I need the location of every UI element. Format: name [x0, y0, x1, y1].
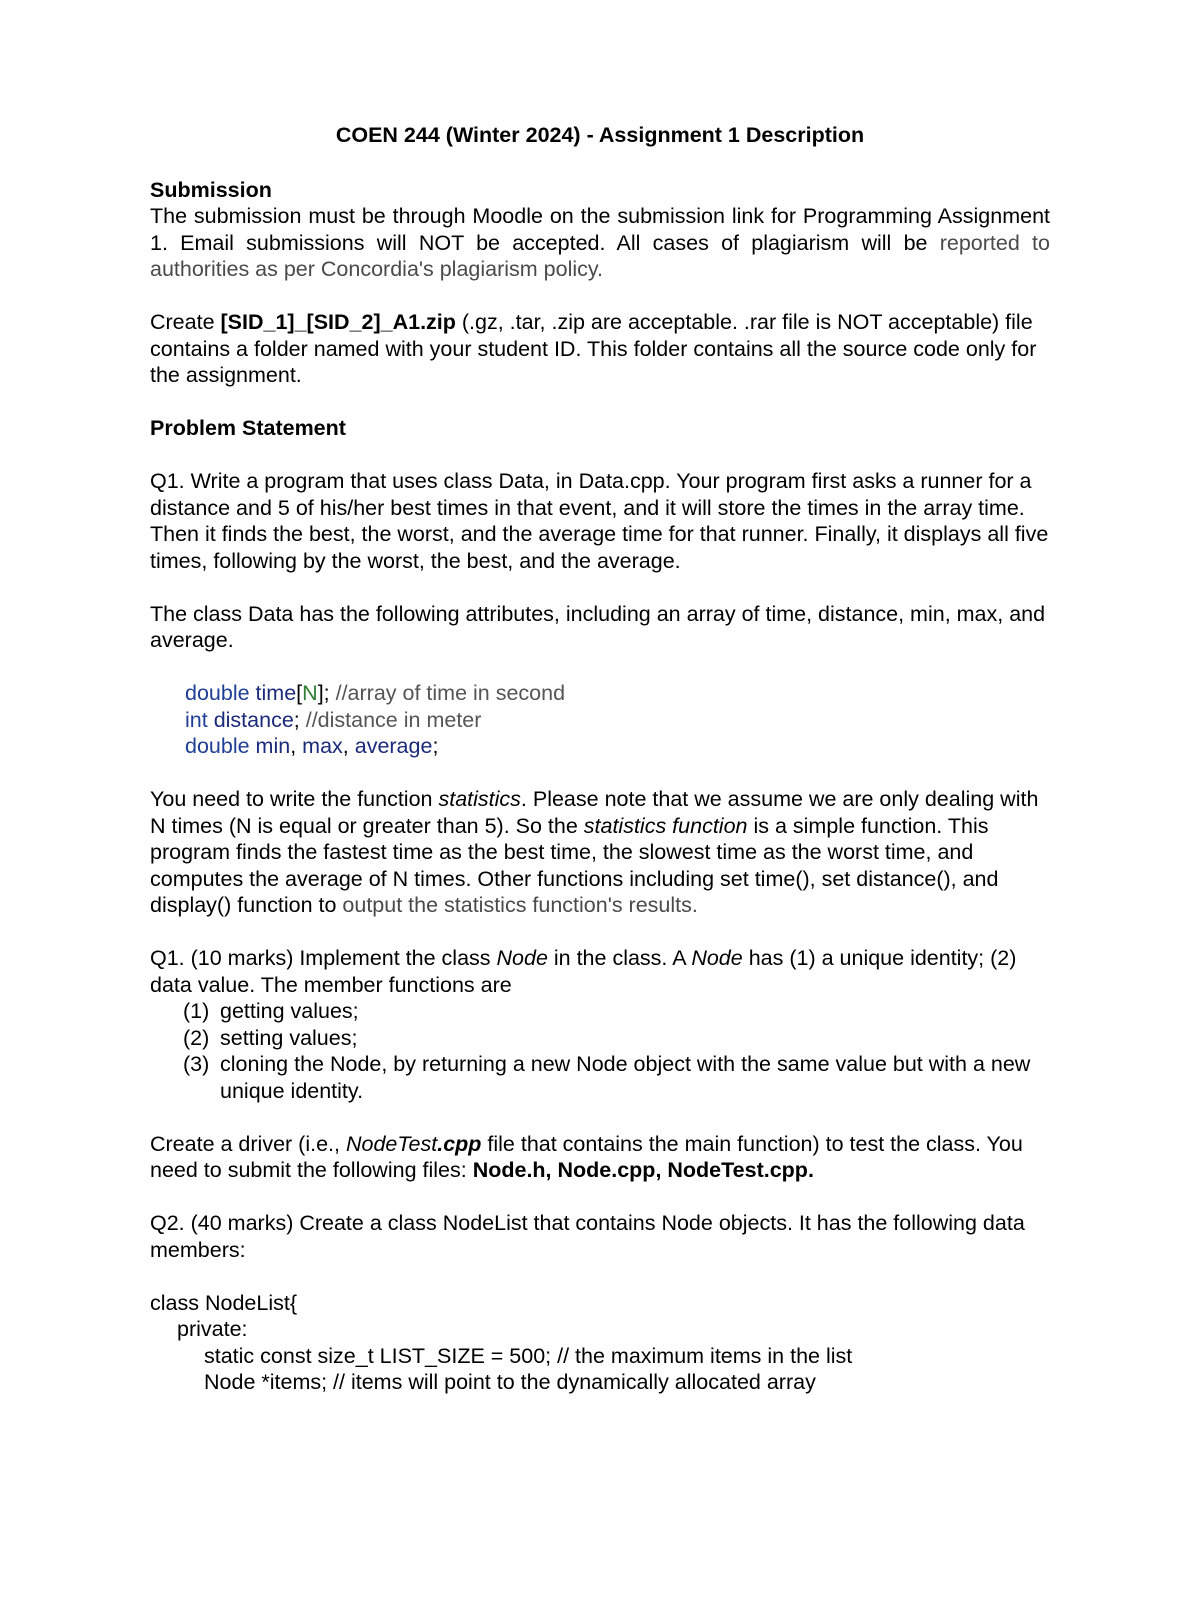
spacer	[150, 760, 1050, 787]
code-keyword: double	[185, 681, 250, 705]
text-run: You need to write the function	[150, 787, 439, 811]
list-text: getting values;	[220, 999, 359, 1023]
submission-heading: Submission	[150, 177, 272, 202]
code-punct: ;	[293, 707, 300, 732]
q1-data-paragraph: Q1. Write a program that uses class Data, in Data.cpp. Your program first asks a runner for a distance and 5 of his/her best times in that event, and it will store the times in the array time. Then it finds the best, the worst, and the average time for that runner. Finally, it displays all five times, following by the worst, the best, and the average.	[150, 469, 1049, 573]
document-title: COEN 244 (Winter 2024) - Assignment 1 Description	[335, 123, 865, 147]
problem-heading: Problem Statement	[150, 416, 346, 440]
driver-filename: NodeTest	[345, 1131, 438, 1156]
code-punct: ,	[342, 734, 355, 758]
submit-files: Node.h, Node.cpp, NodeTest.cpp.	[472, 1158, 814, 1182]
code-constant: N	[302, 681, 318, 705]
attributes-paragraph: The class Data has the following attributes, including an array of time, distance, min, max, and average.	[150, 601, 1046, 652]
code-identifier: distance	[207, 707, 294, 732]
code-identifier: min	[249, 734, 291, 758]
create-prefix: Create	[150, 310, 221, 334]
code-comment: //distance in meter	[299, 707, 482, 732]
list-number: (2)	[183, 1025, 210, 1050]
create-paragraph	[150, 309, 1050, 389]
spacer	[150, 919, 1050, 946]
zip-filename: [SID_1]_[SID_2]_A1.zip	[220, 310, 456, 334]
list-item	[183, 1051, 1050, 1104]
code-keyword: int	[185, 707, 208, 732]
list-number: (1)	[183, 999, 210, 1023]
spacer	[150, 442, 1050, 469]
code-comment: //array of time in second	[329, 681, 566, 705]
node-term: Node	[496, 946, 548, 970]
list-item	[183, 998, 1050, 1025]
list-number: (3)	[183, 1052, 210, 1076]
code-private-line: private:	[177, 1317, 248, 1341]
node-term: Node	[691, 946, 743, 970]
statistics-term: statistics	[438, 787, 521, 811]
code-class-line: class NodeList{	[150, 1290, 297, 1315]
code-items-line: Node *items; // items will point to the dynamically allocated array	[204, 1370, 816, 1394]
spacer	[150, 1263, 1050, 1290]
text-run: Q1. (10 marks) Implement the class	[150, 946, 497, 970]
text-run: has (1) a unique identity; (2) data value. The member functions are	[150, 946, 1017, 997]
spacer	[150, 389, 1050, 416]
text-run: in the class. A	[547, 946, 692, 970]
code-list-size-line: static const size_t LIST_SIZE = 500; // the maximum items in the list	[204, 1343, 853, 1368]
submission-paragraph	[150, 203, 1050, 283]
text-run: . Please note that we assume we are only dealing with N times (N is equal or greater than 5). So the	[150, 787, 1039, 838]
list-text: cloning the Node, by returning a new Node object with the same value but with a new unique identity.	[220, 1052, 1031, 1103]
driver-paragraph	[150, 1131, 1050, 1184]
spacer	[150, 1104, 1050, 1131]
spacer	[150, 654, 1050, 681]
code-identifier: max	[302, 734, 343, 758]
code-identifier: average	[354, 734, 433, 758]
member-functions-list	[150, 998, 1050, 1104]
driver-extension: .cpp	[437, 1131, 482, 1156]
code-line-minmax	[185, 733, 1050, 760]
statistics-function-term: statistics function	[583, 813, 748, 838]
text-run: is a simple function. This program finds the fastest time as the best time, the slowest time as the worst time, and computes the average of N times. Other functions including set time(), set distance(), and display() function to	[150, 813, 999, 917]
submission-policy-text: reported to authorities as per Concordia's plagiarism policy.	[150, 230, 1050, 281]
statistics-paragraph	[150, 786, 1050, 919]
text-run: Create a driver (i.e.,	[150, 1131, 346, 1156]
node-question-paragraph	[150, 945, 1050, 998]
create-rest: (.gz, .tar, .zip are acceptable. .rar file is NOT acceptable) file contains a folder named with your student ID. This folder contains all the source code only for the assignment.	[150, 310, 1037, 387]
attributes-code-block	[150, 680, 1050, 760]
code-line-time	[185, 680, 1050, 707]
code-punct: ];	[317, 681, 330, 705]
code-keyword: double	[185, 734, 250, 758]
code-line-distance	[185, 707, 1050, 734]
text-run: file that contains the main function) to test the class. You need to submit the following files:	[150, 1131, 1023, 1182]
submission-text: The submission must be through Moodle on the submission link for Programming Assignment 1. Email submissions will NOT be accepted. All cases of plagiarism will be	[150, 204, 1050, 255]
spacer	[150, 1184, 1050, 1211]
code-punct: [	[296, 681, 303, 705]
list-item	[183, 1025, 1050, 1052]
q2-paragraph: Q2. (40 marks) Create a class NodeList that contains Node objects. It has the following data members:	[150, 1211, 1025, 1262]
spacer	[150, 574, 1050, 601]
list-text: setting values;	[220, 1025, 358, 1050]
code-punct: ;	[432, 734, 439, 758]
spacer	[150, 283, 1050, 310]
text-run: output the statistics function's results.	[342, 893, 698, 917]
code-identifier: time	[249, 681, 297, 705]
code-punct: ,	[290, 734, 303, 758]
